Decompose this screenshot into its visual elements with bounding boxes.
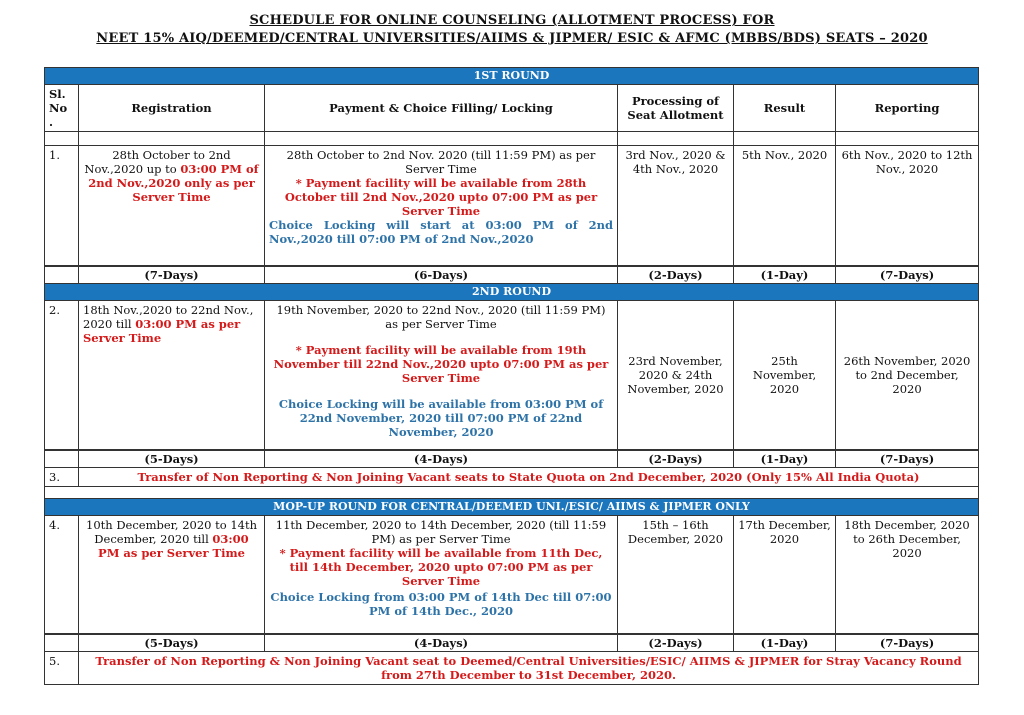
mopup-sl: 4. <box>45 516 79 634</box>
header-registration: Registration <box>79 85 265 132</box>
header-row <box>45 85 979 132</box>
round2-sl: 2. <box>45 300 79 450</box>
round1-sl: 1. <box>45 146 79 266</box>
round2-processing: 23rd November, 2020 & 24th November, 2020 <box>618 300 734 450</box>
note3-sl: 3. <box>45 468 79 487</box>
header-reporting: Reporting <box>836 85 979 132</box>
header-payment: Payment & Choice Filling/ Locking <box>265 85 618 132</box>
mopup-days-row: (5-Days) (4-Days) (2-Days) (1-Day) (7-Days) <box>45 634 979 652</box>
mopup-result: 17th December, 2020 <box>734 516 836 634</box>
header-sl: Sl. No . <box>45 85 79 132</box>
round1-processing: 3rd Nov., 2020 & 4th Nov., 2020 <box>618 146 734 266</box>
spacer-row-2 <box>45 487 979 499</box>
round2-registration: 18th Nov.,2020 to 22nd Nov., 2020 till 03:00 PM as per Server Time <box>79 300 265 450</box>
round2-days-row: (5-Days) (4-Days) (2-Days) (1-Day) (7-Days) <box>45 450 979 468</box>
round1-reporting: 6th Nov., 2020 to 12th Nov., 2020 <box>836 146 979 266</box>
note5-row <box>45 651 979 684</box>
header-processing: Processing of Seat Allotment <box>618 85 734 132</box>
round2-reporting: 26th November, 2020 to 2nd December, 2020 <box>836 300 979 450</box>
mopup-payment: 11th December, 2020 to 14th December, 2020 (till 11:59 PM) as per Server Time * Payment facility will be available from 11th Dec, till 14th December, 2020 upto 07:00 PM as per Server Time Choice Locking from 03:00 PM of 14th Dec till 07:00 PM of 14th Dec., 2020 <box>265 516 618 634</box>
note3-text: Transfer of Non Reporting & Non Joining Vacant seats to State Quota on 2nd December, 2020 (Only 15% All India Quota) <box>79 468 979 487</box>
mopup-registration: 10th December, 2020 to 14th December, 2020 till 03:00 PM as per Server Time <box>79 516 265 634</box>
note3-row <box>45 468 979 487</box>
round2-row <box>45 300 979 450</box>
mopup-band: MOP-UP ROUND FOR CENTRAL/DEEMED UNI./ESIC/ AIIMS & JIPMER ONLY <box>45 499 979 516</box>
round1-registration: 28th October to 2nd Nov.,2020 up to 03:00 PM of 2nd Nov.,2020 only as per Server Time <box>79 146 265 266</box>
round2-result: 25th November, 2020 <box>734 300 836 450</box>
mopup-reporting: 18th December, 2020 to 26th December, 2020 <box>836 516 979 634</box>
mopup-row <box>45 516 979 634</box>
note5-sl: 5. <box>45 651 79 684</box>
header-result: Result <box>734 85 836 132</box>
document-title-line2: NEET 15% AIQ/DEEMED/CENTRAL UNIVERSITIES/AIIMS & JIPMER/ ESIC & AFMC (MBBS/BDS) SEATS – 2020 <box>96 31 928 46</box>
spacer-row <box>45 132 979 146</box>
document-title-line1: SCHEDULE FOR ONLINE COUNSELING (ALLOTMENT PROCESS) FOR <box>249 13 775 28</box>
mopup-processing: 15th – 16th December, 2020 <box>618 516 734 634</box>
schedule-table <box>44 67 979 685</box>
note5-text: Transfer of Non Reporting & Non Joining Vacant seat to Deemed/Central Universities/ESIC/ AIIMS & JIPMER for Stray Vacancy Round from 27th December to 31st December, 2020. <box>79 651 979 684</box>
round2-band: 2ND ROUND <box>45 283 979 300</box>
round1-days-row: (7-Days) (6-Days) (2-Days) (1-Day) (7-Days) <box>45 266 979 284</box>
round1-payment: 28th October to 2nd Nov. 2020 (till 11:59 PM) as per Server Time * Payment facility will be available from 28th October till 2nd Nov.,2020 upto 07:00 PM as per Server Time Choice Locking will start at 03:00 PM of 2nd Nov.,2020 till 07:00 PM of 2nd Nov.,2020 <box>265 146 618 266</box>
round2-payment: 19th November, 2020 to 22nd Nov., 2020 (till 11:59 PM) as per Server Time * Payment facility will be available from 19th November till 22nd Nov.,2020 upto 07:00 PM as per Server Time Choice Locking will be available from 03:00 PM of 22nd November, 2020 till 07:00 PM of 22nd November, 2020 <box>265 300 618 450</box>
round1-result: 5th Nov., 2020 <box>734 146 836 266</box>
round1-row <box>45 146 979 266</box>
round1-band: 1ST ROUND <box>45 68 979 85</box>
